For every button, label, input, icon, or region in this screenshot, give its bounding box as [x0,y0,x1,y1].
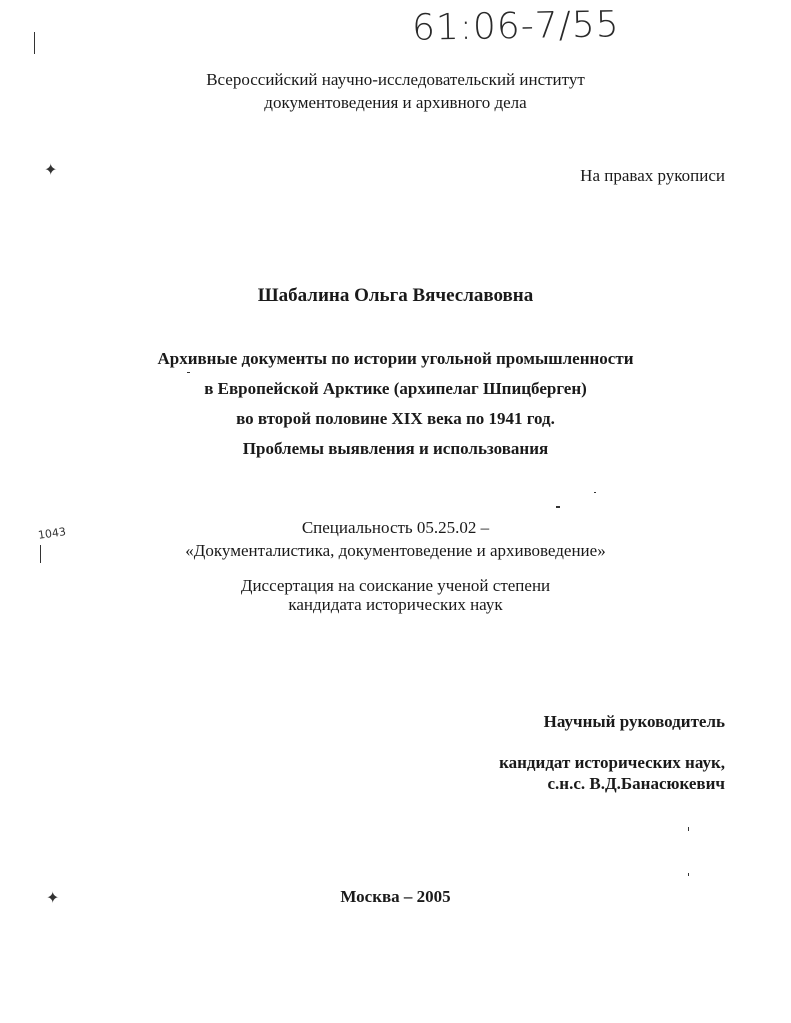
institute-name [0,68,791,114]
author-name: Шабалина Ольга Вячеславовна [257,285,534,306]
institute-line-1: Всероссийский научно-исследовательский институт [206,70,585,89]
title-line-3: во второй половине XIX века по 1941 год. [236,409,555,428]
speciality-line-2: «Документалистика, документоведение и архивоведение» [185,541,606,560]
speciality [0,516,791,562]
speck [688,827,689,831]
margin-handwritten-mark: 1043 [37,525,67,542]
title-line-2: в Европейской Арктике (архипелаг Шпицберген) [204,379,587,398]
city-year: Москва – 2005 [340,887,451,906]
dissertation-title [0,344,791,464]
supervisor-info [440,752,725,794]
institute-line-2: документоведения и архивного дела [264,93,527,112]
margin-star-mark-top: ✦ [44,160,58,179]
margin-line-mark [34,32,35,54]
rights-note: На правах рукописи [580,166,725,185]
speck [594,492,596,493]
title-line-4: Проблемы выявления и использования [242,439,549,458]
supervisor-label: Научный руководитель [543,712,725,731]
margin-star-mark-bottom: ✦ [46,888,60,907]
speck [688,873,689,876]
supervisor-degree: кандидат исторических наук, [499,753,725,772]
speck [556,506,560,508]
supervisor-name: с.н.с. В.Д.Банасюкевич [547,774,725,793]
title-line-1: Архивные документы по истории угольной промышленности [157,349,634,368]
speciality-line-1: Специальность 05.25.02 – [301,518,490,537]
margin-line-mark-2 [40,545,41,563]
dissertation-degree [0,576,791,614]
archive-code: 61:06-7/55 [411,4,620,49]
speck [187,372,190,373]
dissertation-line-2: кандидата исторических наук [288,595,503,614]
dissertation-line-1: Диссертация на соискание ученой степени [240,576,551,595]
